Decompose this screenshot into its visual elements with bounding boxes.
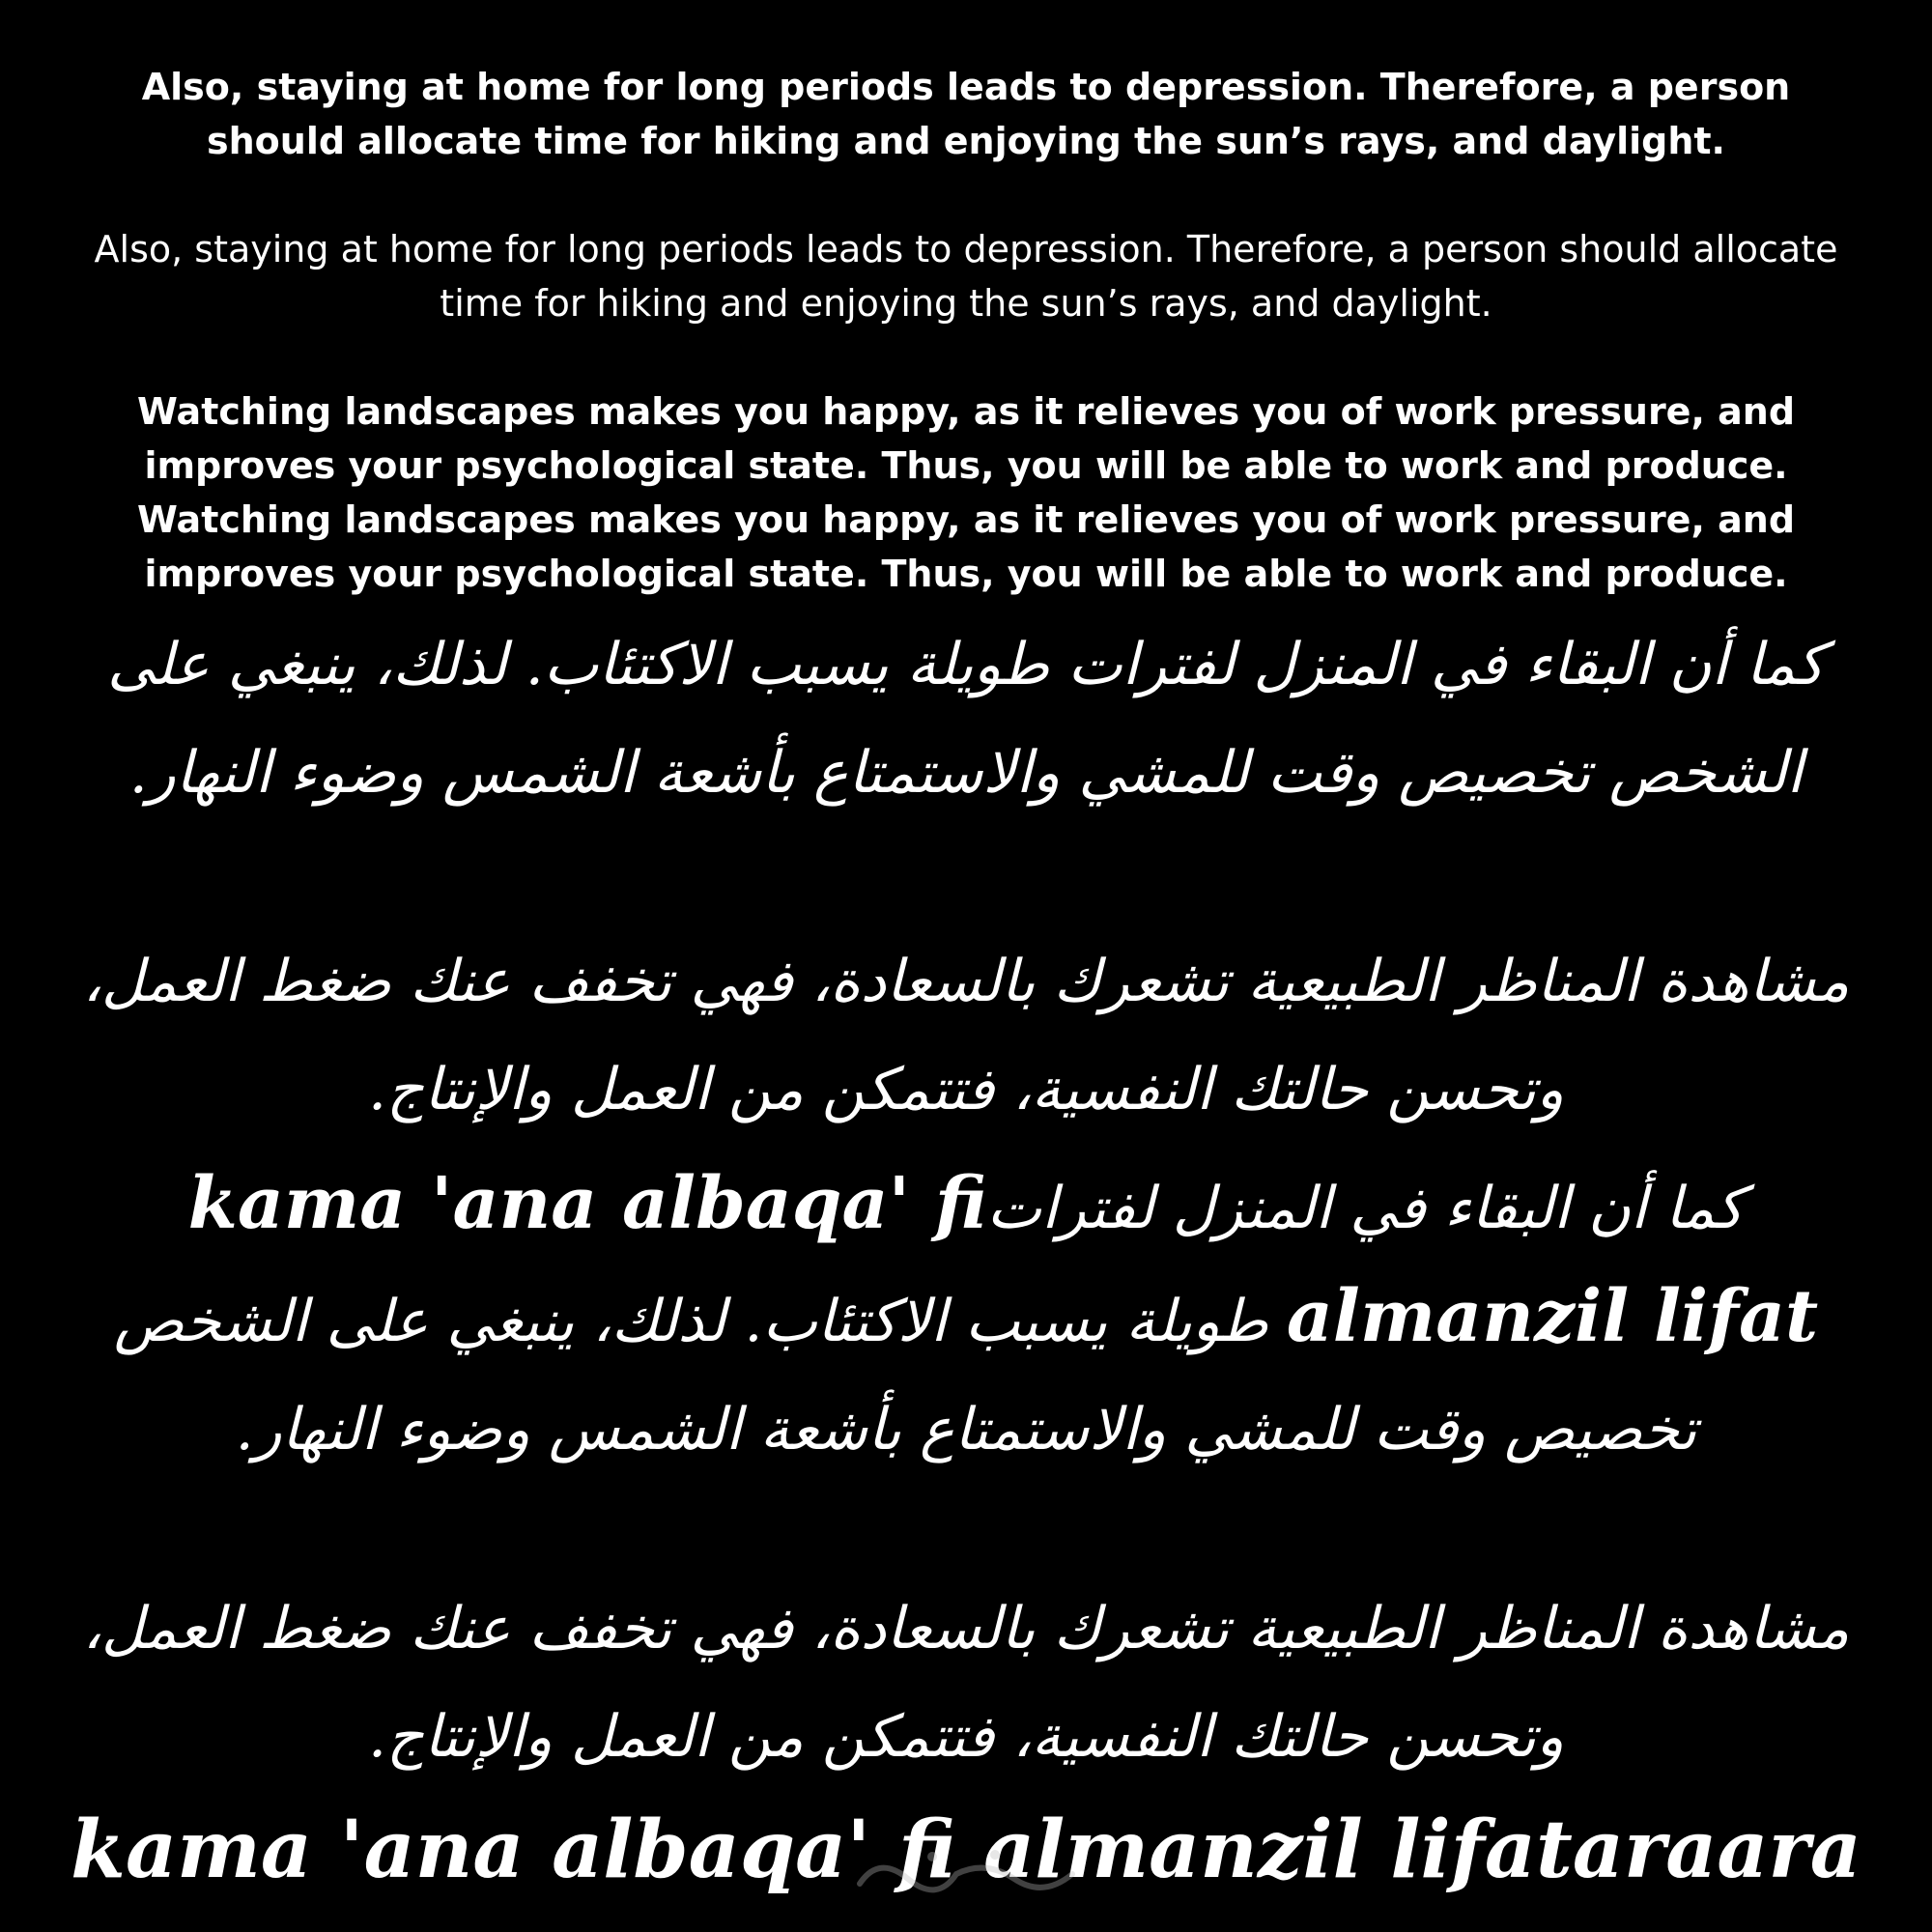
arabic-paragraph-2: مشاهدة المناظر الطبيعية تشعرك بالسعادة، فهي تخفف عنك ضغط العمل، وتحسن حالتك النفسية، فتتمكن من العمل والإنتاج. xyxy=(82,948,1850,1123)
english-paragraph-bold-1: Also, staying at home for long periods leads to depression. Therefore, a person should allocate time for hiking and enjoying the sun’s rays, and daylight. xyxy=(141,66,1791,162)
mixed-paragraph-3 xyxy=(0,1150,1932,1484)
arabic-paragraph-4: مشاهدة المناظر الطبيعية تشعرك بالسعادة، فهي تخفف عنك ضغط العمل، وتحسن حالتك النفسية، فتتمكن من العمل والإنتاج. xyxy=(82,1595,1850,1771)
english-paragraph-regular-1: Also, staying at home for long periods leads to depression. Therefore, a person should allocate time for hiking and enjoying the sun’s rays, and daylight. xyxy=(94,228,1838,325)
faded-logo-icon xyxy=(840,1835,1092,1903)
mixed-arabic-start: كما أن البقاء في المنزل لفترات xyxy=(986,1175,1745,1242)
mixed-latin-transliteration: kama 'ana albaqa' fi almanzil lifat xyxy=(187,1162,1819,1358)
arabic-paragraph-1: كما أن البقاء في المنزل لفترات طويلة يسبب الاكتئاب. لذلك، ينبغي على الشخص تخصيص وقت للمشي والاستمتاع بأشعة الشمس وضوء النهار. xyxy=(107,631,1825,807)
mixed-arabic-rest: طويلة يسبب الاكتئاب. لذلك، ينبغي على الشخص تخصيص وقت للمشي والاستمتاع بأشعة الشمس وضوء النهار. xyxy=(113,1288,1697,1463)
english-paragraph-bold-2: Watching landscapes makes you happy, as it relieves you of work pressure, and improves your psychological state. Thus, you will be able to work and produce. Watching landscapes makes you happy, as it relieves you of work pressure, and improves your psychological state. Thus, you will be able to work and produce. xyxy=(136,390,1796,595)
transliteration-line: kama 'ana albaqa' fi almanzil lifataraara xyxy=(71,1804,1861,1896)
